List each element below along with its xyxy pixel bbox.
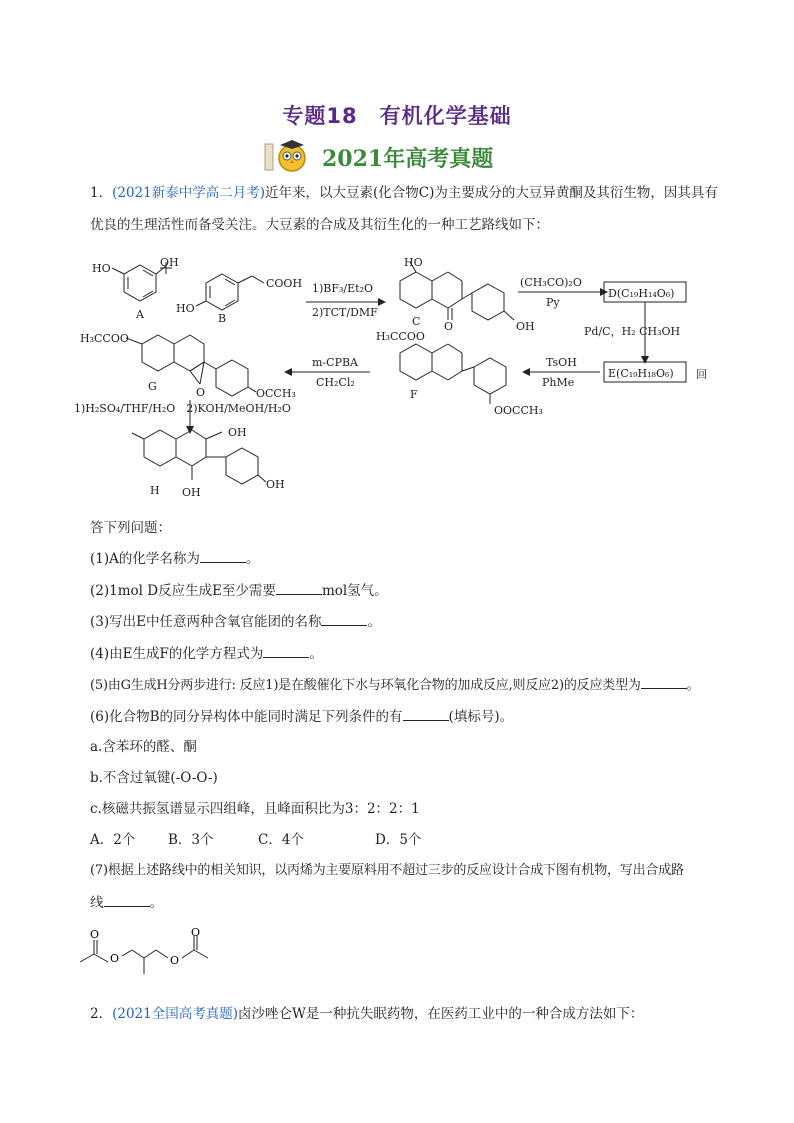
label-h3ccoo-g: H₃CCOO	[80, 332, 129, 345]
q2-stem	[90, 1004, 643, 1024]
reagent-4b: PhMe	[542, 376, 575, 389]
compound-f-ring	[400, 344, 432, 380]
q2-source: (2021全国高考真题)	[112, 1006, 238, 1022]
q1-part7-line1: (7)根据上述路线中的相关知识，以丙烯为主要原料用不超过三步的反应设计合成下图有机物，写出合成路	[90, 863, 684, 878]
option-d[interactable]: D．5个	[375, 832, 422, 848]
label-ho-b: HO	[176, 302, 195, 315]
reagent-6: 1)H₂SO₄/THF/H₂O 2)KOH/MeOH/H₂O	[74, 402, 291, 415]
label-occh3-g: OCCH₃	[256, 387, 296, 400]
condition-c: c.核磁共振氢谱显示四组峰，且峰面积比为3：2：2：1	[90, 801, 420, 817]
target-o-2: O	[110, 952, 120, 965]
label-h: H	[150, 484, 160, 497]
q1-part2: (2)1mol D反应生成E至少需要 mol氢气。	[90, 580, 388, 601]
label-e: E(C₁₉H₁₈O₆)	[608, 367, 674, 380]
owl-logo-icon	[262, 138, 314, 176]
answer-blank-1[interactable]	[200, 548, 246, 563]
reagent-3: Pd/C，H₂ CH₃OH	[584, 325, 681, 338]
label-g: G	[148, 380, 157, 393]
label-b: B	[218, 312, 227, 325]
target-o-3: O	[170, 954, 180, 967]
reagent-5b: CH₂Cl₂	[316, 376, 355, 389]
answer-blank-5[interactable]	[641, 674, 687, 689]
compound-b-ring	[206, 274, 238, 310]
q2-number: 2．	[90, 1006, 113, 1022]
option-b[interactable]: B．3个	[168, 832, 214, 848]
q1-part4: (4)由E生成F的化学方程式为 。	[90, 643, 323, 664]
answer-blank-6[interactable]	[403, 706, 449, 721]
q1-stem-text1: 近年来，以大豆素(化合物C)为主要成分的大豆异黄酮及其衍生物，因其具有	[264, 185, 718, 201]
target-o-4: O	[191, 928, 201, 939]
label-a: A	[136, 308, 144, 321]
label-o-c: O	[444, 320, 454, 333]
reagent-2b: Py	[546, 296, 560, 309]
condition-b: b.不含过氧键(-O-O-)	[90, 770, 218, 786]
page-title: 专题18 有机化学基础	[282, 104, 512, 128]
reagent-2a: (CH₃CO)₂O	[520, 276, 582, 289]
answer-lead: 答下列问题：	[90, 520, 171, 536]
condition-a: a.含苯环的醛、酮	[90, 739, 197, 755]
label-ho-c: HO	[404, 256, 423, 269]
subtitle: 2021年高考真题	[322, 145, 494, 172]
label-oh-c: OH	[516, 320, 535, 333]
compound-c-ring	[400, 272, 432, 308]
answer-blank-2[interactable]	[276, 580, 322, 595]
target-molecule	[76, 928, 236, 990]
reagent-4a: TsOH	[546, 356, 577, 369]
compound-g-ring	[142, 335, 174, 371]
label-ooccch3-f: OOCCH₃	[494, 404, 543, 417]
option-a[interactable]: A．2个	[90, 832, 136, 848]
label-c: C	[412, 315, 421, 328]
label-f: F	[410, 388, 418, 401]
target-o-1: O	[90, 928, 100, 941]
answer-blank-3[interactable]	[321, 611, 367, 626]
reagent-1b: 2)TCT/DMF	[312, 306, 378, 319]
label-cooh: COOH	[266, 277, 303, 290]
label-o-g: O	[196, 386, 206, 399]
compound-h-ring	[144, 430, 176, 466]
label-d: D(C₁₉H₁₄O₆)	[608, 287, 675, 300]
answer-blank-4[interactable]	[263, 643, 309, 658]
label-hui: 回	[696, 368, 707, 381]
q1-number: 1．	[90, 185, 113, 201]
answer-blank-7[interactable]	[104, 892, 150, 907]
reagent-1a: 1)BF₃/Et₂O	[312, 282, 373, 295]
q1-part3: (3)写出E中任意两种含氧官能团的名称 。	[90, 611, 381, 632]
q1-part7-line2: 线 。	[90, 892, 163, 913]
subtitle-banner	[262, 137, 493, 177]
label-oh-a: OH	[160, 256, 179, 269]
q1-stem-line1	[90, 183, 718, 203]
label-h3ccoo-f: H₃CCOO	[376, 330, 425, 343]
q1-part1: (1)A的化学名称为 。	[90, 548, 259, 569]
reaction-scheme	[0, 245, 794, 515]
q1-source: (2021新泰中学高二月考)	[112, 185, 265, 201]
option-c[interactable]: C．4个	[258, 832, 304, 848]
label-ho-a: HO	[92, 262, 111, 275]
label-oh-h3: OH	[266, 478, 285, 491]
q1-part5: (5)由G生成H分两步进行: 反应1)是在酸催化下水与环氧化合物的加成反应,则反应2)的反应类型为 。	[90, 674, 699, 696]
q1-stem-line2: 优良的生理活性而备受关注。大豆素的合成及其衍生化的一种工艺路线如下：	[90, 217, 549, 233]
compound-a-ring	[124, 265, 156, 301]
label-oh-h2: OH	[182, 486, 201, 499]
label-oh-h1: OH	[228, 426, 247, 439]
q1-part6: (6)化合物B的同分异构体中能同时满足下列条件的有 (填标号)。	[90, 706, 513, 727]
q2-stem-text: 卤沙唑仑W是一种抗失眠药物，在医药工业中的一种合成方法如下：	[237, 1006, 644, 1022]
reagent-5a: m-CPBA	[312, 356, 358, 369]
